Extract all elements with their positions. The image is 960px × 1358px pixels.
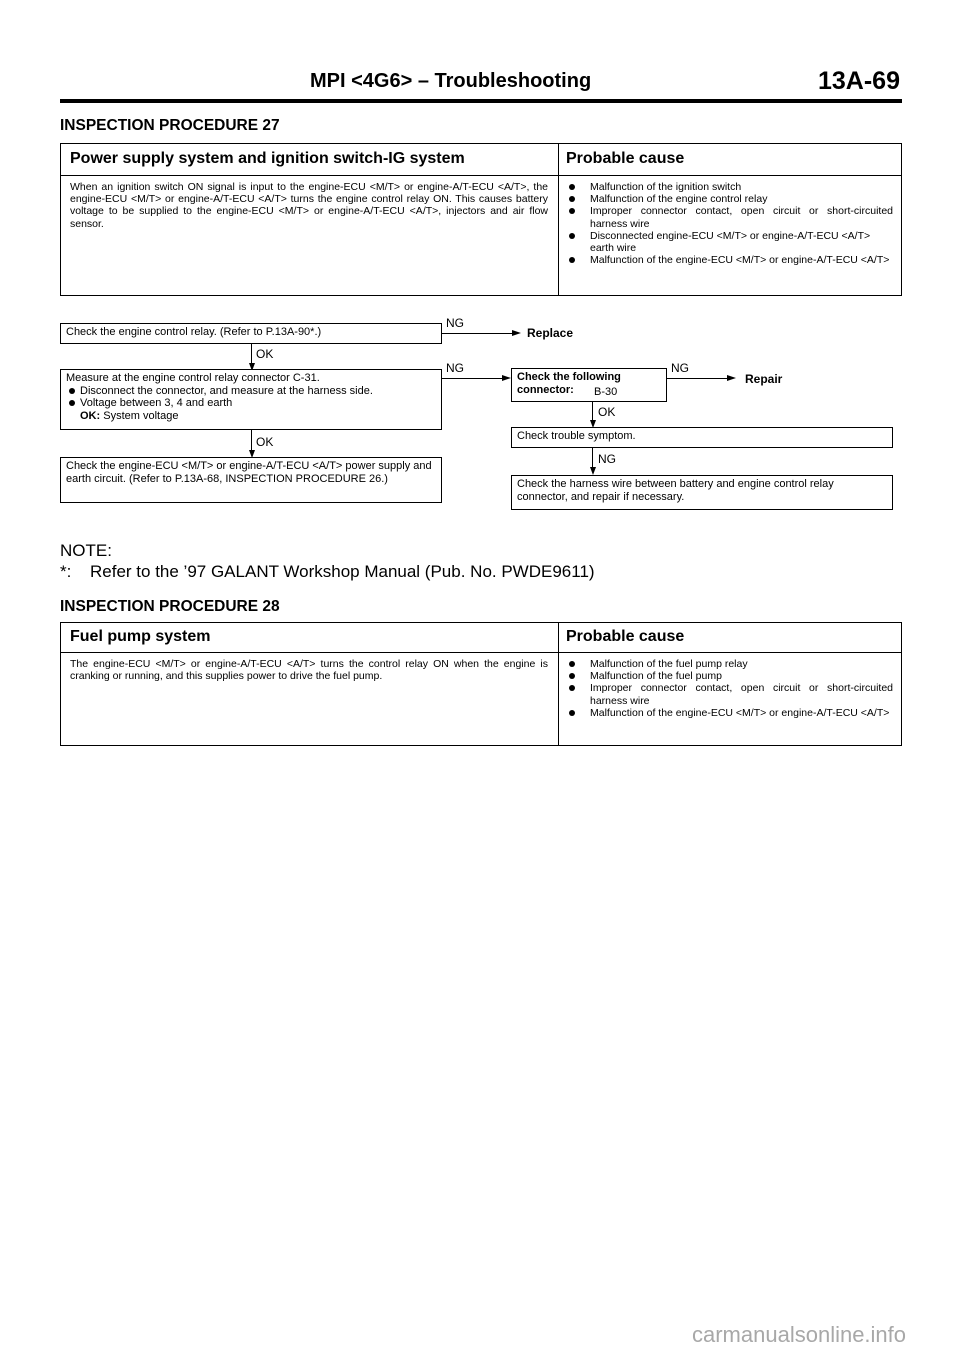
- note-title: NOTE:: [60, 541, 112, 560]
- table-header-system: Fuel pump system: [70, 628, 211, 645]
- procedure-27-table: [60, 143, 902, 296]
- ok-value: System voltage: [103, 409, 179, 422]
- result-replace: Replace: [527, 326, 574, 340]
- arrow-right-icon: [727, 375, 736, 381]
- cause-item: Improper connector contact, open circuit or short-circuited harness wire: [566, 205, 893, 229]
- flow-step-measure-connector: [60, 369, 442, 430]
- connector-line: [442, 333, 514, 334]
- table-description: When an ignition switch ON signal is input to the engine-ECU <M/T> or engine-A/T-ECU <A/T>, the engine-ECU <M/T> or engine-A/T-ECU <A/T> turns the engine control relay ON. This causes battery voltage to be supplied to the engine-ECU <M/T> or engine-A/T-ECU <A/T>, injectors and air flow sensor.: [70, 181, 548, 230]
- ng-label: NG: [671, 361, 689, 375]
- table-header-system: Power supply system and ignition switch-IG system: [70, 150, 465, 167]
- table-header-rule: [61, 652, 901, 653]
- cause-item: Disconnected engine-ECU <M/T> or engine-A/T-ECU <A/T> earth wire: [566, 230, 893, 254]
- measure-step: Voltage between 3, 4 and earth: [66, 397, 436, 410]
- flow-step-text: Check trouble symptom.: [517, 430, 636, 442]
- header-rule: [60, 99, 902, 103]
- arrow-right-icon: [512, 330, 521, 336]
- procedure-27-heading: INSPECTION PROCEDURE 27: [60, 117, 280, 134]
- table-description: The engine-ECU <M/T> or engine-A/T-ECU <A/T> turns the control relay ON when the engine is cranking or running, and this supplies power to drive the fuel pump.: [70, 658, 548, 683]
- result-repair: Repair: [745, 372, 783, 386]
- connector-line: [667, 378, 729, 379]
- probable-cause-list: [566, 658, 893, 719]
- cause-item: Malfunction of the ignition switch: [566, 181, 893, 193]
- flow-step-text: Check the harness wire between battery and engine control relay connector, and repair if necessary.: [517, 478, 834, 503]
- note-marker: *:: [60, 562, 72, 581]
- cause-item: Malfunction of the fuel pump: [566, 670, 893, 682]
- cause-item: Malfunction of the fuel pump relay: [566, 658, 893, 670]
- flow-step-check-ecu-power: [60, 457, 442, 503]
- arrow-down-icon: [590, 467, 596, 475]
- measure-step: Disconnect the connector, and measure at the harness side.: [66, 385, 436, 398]
- connector-line: [442, 378, 504, 379]
- note-text: Refer to the ’97 GALANT Workshop Manual (Pub. No. PWDE9611): [90, 562, 595, 581]
- connector-id: B-30: [594, 386, 618, 398]
- flow-step-check-symptom: [511, 427, 893, 448]
- procedure-28-heading: INSPECTION PROCEDURE 28: [60, 598, 280, 615]
- flow-step-check-connector: [511, 368, 667, 402]
- flow-step-text: Check the engine-ECU <M/T> or engine-A/T-ECU <A/T> power supply and earth circuit. (Refer to P.13A-68, INSPECTION PROCEDURE 26.): [66, 460, 432, 485]
- ng-label: NG: [598, 452, 616, 466]
- arrow-right-icon: [502, 375, 511, 381]
- probable-cause-list: [566, 181, 893, 266]
- page-number: 13A-69: [818, 67, 900, 95]
- cause-item: Malfunction of the engine control relay: [566, 193, 893, 205]
- measure-title: Measure at the engine control relay connector C-31.: [66, 372, 320, 384]
- ok-label: OK: [256, 347, 274, 361]
- ok-key: OK:: [80, 409, 101, 422]
- flow-step-text: Check the engine control relay. (Refer to P.13A-90*.): [66, 326, 322, 338]
- connector-check-title: Check the following connector:: [517, 371, 621, 396]
- cause-item: Malfunction of the engine-ECU <M/T> or engine-A/T-ECU <A/T>: [566, 707, 893, 719]
- page-title: MPI <4G6> – Troubleshooting: [310, 70, 592, 92]
- flow-step-check-relay: [60, 323, 442, 344]
- ok-label: OK: [598, 405, 616, 419]
- table-header-cause: Probable cause: [566, 628, 685, 645]
- procedure-28-table: [60, 622, 902, 746]
- measure-ok-criterion: [66, 410, 436, 423]
- flow-step-check-harness: [511, 475, 893, 510]
- ok-label: OK: [256, 435, 274, 449]
- site-watermark: carmanualsonline.info: [692, 1322, 907, 1347]
- ng-label: NG: [446, 361, 464, 375]
- cause-item: Malfunction of the engine-ECU <M/T> or engine-A/T-ECU <A/T>: [566, 254, 893, 266]
- ng-label: NG: [446, 316, 464, 330]
- cause-item: Improper connector contact, open circuit or short-circuited harness wire: [566, 682, 893, 706]
- table-header-rule: [61, 175, 901, 176]
- measure-steps: [66, 385, 436, 410]
- table-divider: [558, 144, 559, 295]
- table-header-cause: Probable cause: [566, 150, 685, 167]
- table-divider: [558, 623, 559, 745]
